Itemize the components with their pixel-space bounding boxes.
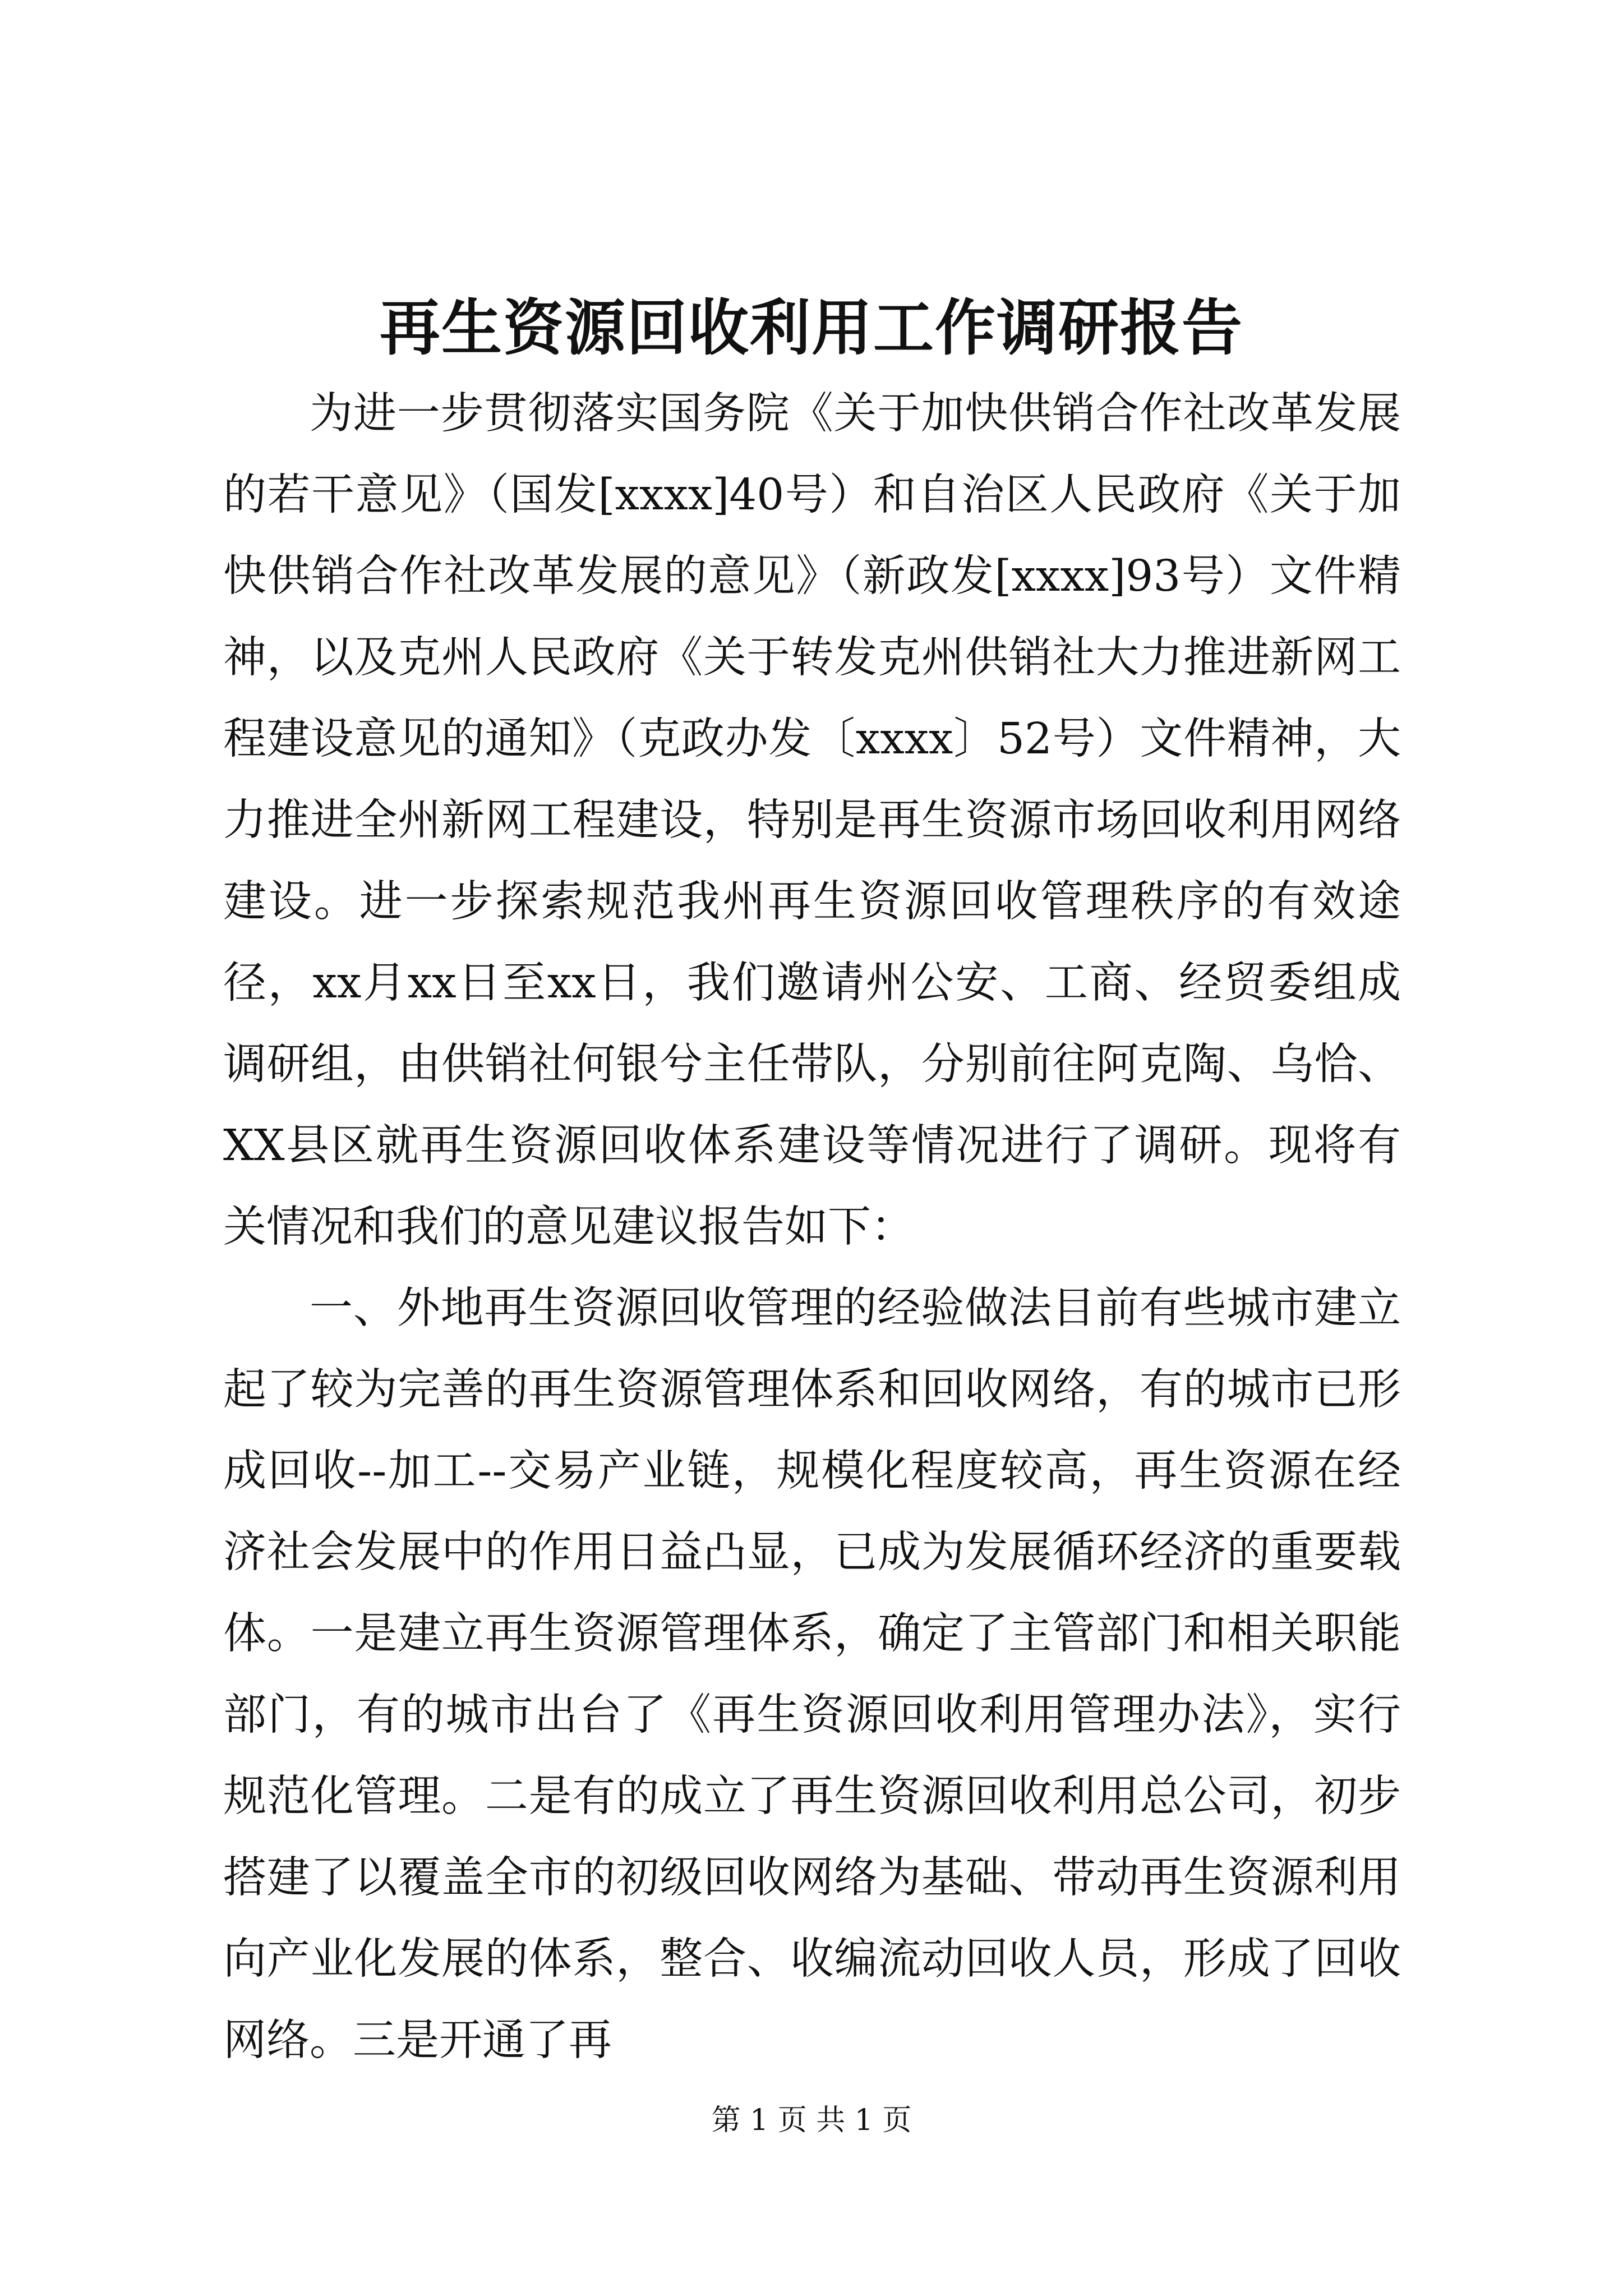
paragraph-intro: 为进一步贯彻落实国务院《关于加快供销合作社改革发展的若干意见》（国发[xxxx]40号）和自治区人民政府《关于加快供销合作社改革发展的意见》（新政发[xxxx]93号）文件精神，以及克州人民政府《关于转发克州供销社大力推进新网工程建设意见的通知》（克政办发〔xxxx〕52号）文件精神，大力推进全州新网工程建设，特别是再生资源市场回收利用网络建设。进一步探索规范我州再生资源回收管理秩序的有效途径，xx月xx日至xx日，我们邀请州公安、工商、经贸委组成调研组，由供销社何银兮主任带队，分别前往阿克陶、乌恰、XX县区就再生资源回收体系建设等情况进行了调研。现将有关情况和我们的意见建议报告如下： xyxy=(223,389,1401,1252)
page-footer: 第 1 页 共 1 页 xyxy=(711,2104,912,2137)
paragraph-section-one: 一、外地再生资源回收管理的经验做法目前有些城市建立起了较为完善的再生资源管理体系和回收网络，有的城市已形成回收--加工--交易产业链，规模化程度较高，再生资源在经济社会发展中的作用日益凸显，已成为发展循环经济的重要载体。一是建立再生资源管理体系，确定了主管部门和相关职能部门，有的城市出台了《再生资源回收利用管理办法》，实行规范化管理。二是有的成立了再生资源回收利用总公司，初步搭建了以覆盖全市的初级回收网络为基础、带动再生资源利用向产业化发展的体系，整合、收编流动回收人员，形成了回收网络。三是开通了再 xyxy=(223,1283,1401,2065)
document-title: 再生资源回收利用工作调研报告 xyxy=(379,293,1243,364)
document-body xyxy=(223,373,1401,2081)
